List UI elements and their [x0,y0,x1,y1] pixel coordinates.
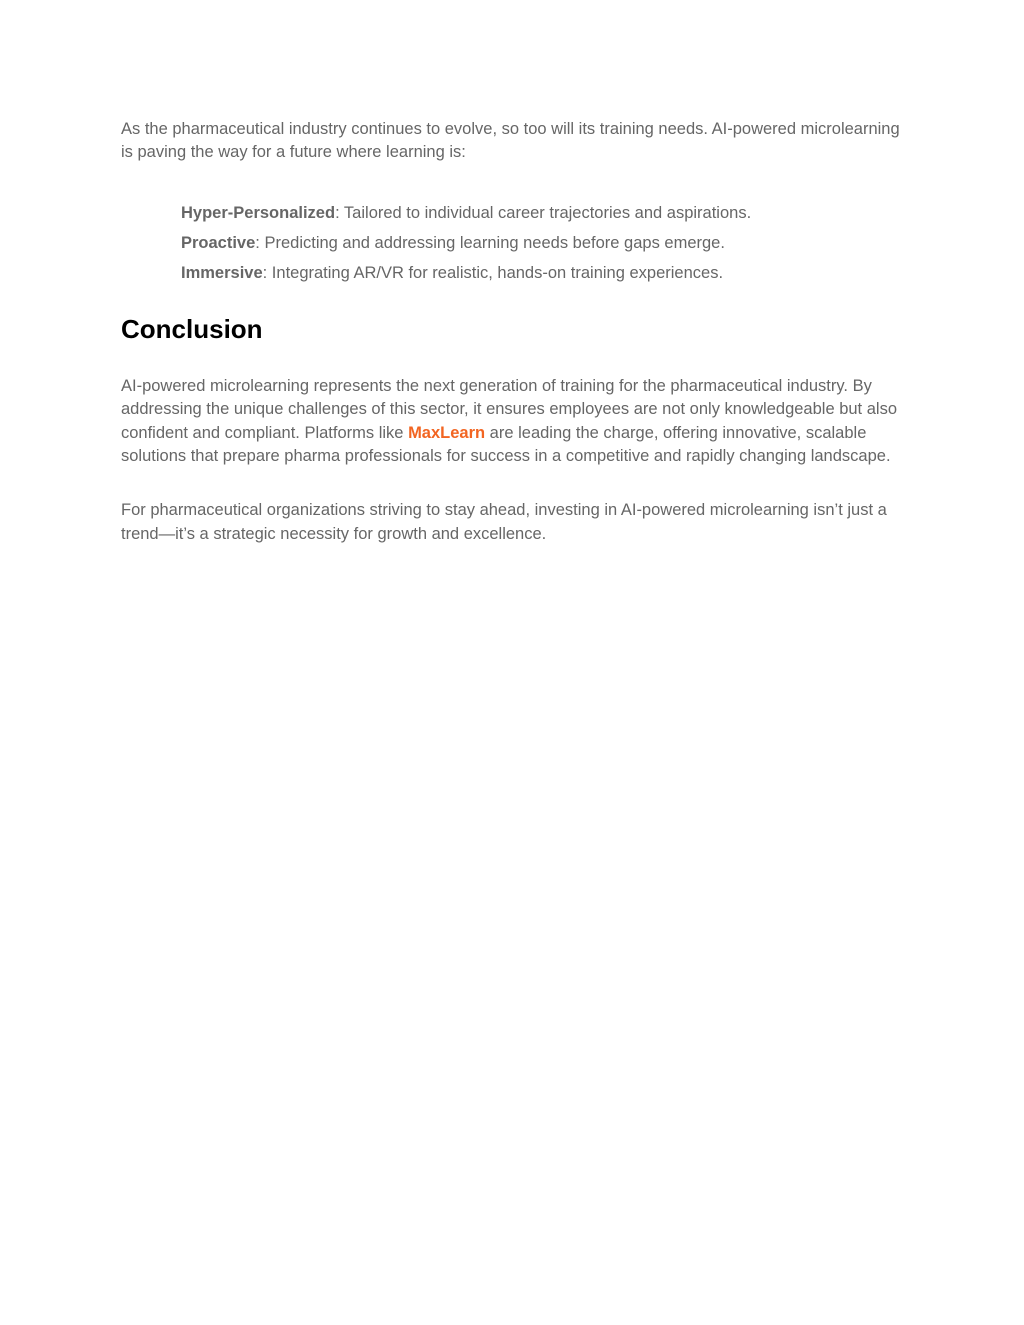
conclusion-text-before-link: AI-powered microlearning represents the next generation of training for the pharmaceutical industry. By addressing the unique challenges of this sector, it ensures employees are not only knowledgeable but also confident and compliant. Platforms like [121,376,897,442]
list-item [181,258,911,288]
list-item-term: Hyper-Personalized [181,203,336,222]
conclusion-paragraph [121,375,911,469]
conclusion-text-after-link: are leading the charge, offering innovative, scalable solutions that prepare pharma professionals for success in a competitive and rapidly changing landscape. [121,423,891,466]
list-item [181,198,911,228]
list-item-text: : Tailored to individual career trajectories and aspirations. [335,203,752,222]
future-learning-list [181,198,911,288]
intro-paragraph: As the pharmaceutical industry continues to evolve, so too will its training needs. AI-powered microlearning is paving the way for a future where learning is: [121,120,900,162]
document-page [121,118,911,546]
list-item-term: Proactive [181,233,256,252]
list-item-text: : Predicting and addressing learning needs before gaps emerge. [255,233,725,252]
conclusion-heading: Conclusion [121,313,263,344]
maxlearn-link[interactable]: MaxLearn [408,423,486,442]
list-item-text: : Integrating AR/VR for realistic, hands-on training experiences. [262,263,724,282]
closing-paragraph: For pharmaceutical organizations striving to stay ahead, investing in AI-powered microlearning isn’t just a trend—it’s a strategic necessity for growth and excellence. [121,501,887,543]
list-item [181,228,911,258]
list-item-term: Immersive [181,263,263,282]
